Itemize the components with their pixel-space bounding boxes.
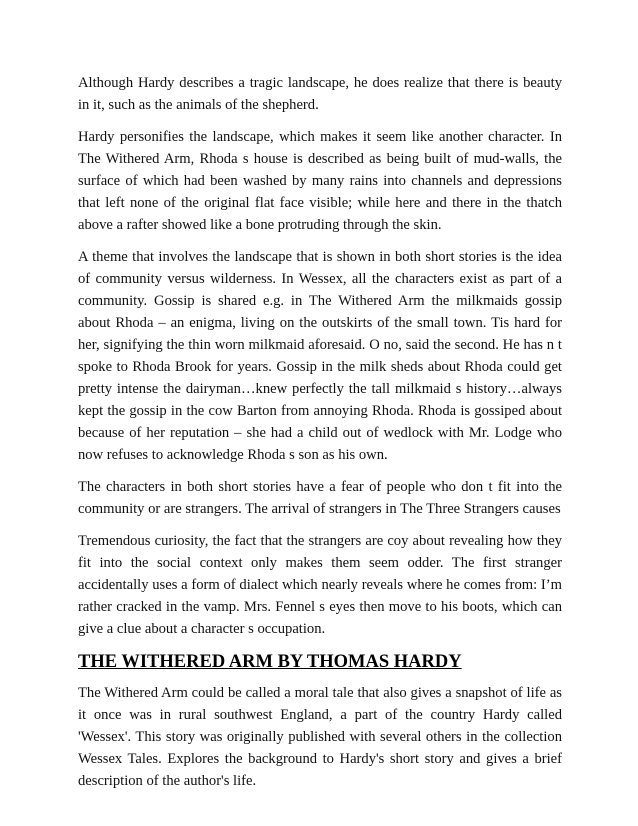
paragraph-strangers: The characters in both short stories have a fear of people who don t fit into the community or are strangers. The arrival of strangers in The Three Strangers causes — [78, 479, 562, 517]
document-page — [78, 72, 562, 802]
paragraph-personification: Hardy personifies the landscape, which makes it seem like another character. In The Withered Arm, Rhoda s house is described as being built of mud-walls, the surface of which had been washed by many rains into channels and depressions that left none of the original flat face visible; while here and there in the thatch above a rafter showed like a bone protruding through the skin. — [78, 129, 562, 233]
paragraph-community-theme: A theme that involves the landscape that is shown in both short stories is the idea of community versus wilderness. In Wessex, all the characters exist as part of a community. Gossip is shared e.g. in The Withered Arm the milkmaids gossip about Rhoda – an enigma, living on the outskirts of the small town. Tis hard for her, signifying the thin worn milkmaid aforesaid. O no, said the second. He has n t spoke to Rhoda Brook for years. Gossip in the milk sheds about Rhoda could get pretty intense the dairyman…knew perfectly the tall milkmaid s history…always kept the gossip in the cow Barton from annoying Rhoda. Rhoda is gossiped about because of her reputation – she had a child out of wedlock with Mr. Lodge who now refuses to acknowledge Rhoda s son as his own. — [78, 249, 562, 463]
paragraph-curiosity: Tremendous curiosity, the fact that the strangers are coy about revealing how they fit into the social context only makes them seem odder. The first stranger accidentally uses a form of dialect which nearly reveals where he comes from: I’m rather cracked in the vamp. Mrs. Fennel s eyes then move to his boots, which can give a clue about a character s occupation. — [78, 533, 562, 637]
section-heading: THE WITHERED ARM BY THOMAS HARDY — [78, 652, 462, 672]
paragraph-beauty: Although Hardy describes a tragic landscape, he does realize that there is beauty in it, such as the animals of the shepherd. — [78, 75, 562, 113]
paragraph-moral-tale: The Withered Arm could be called a moral tale that also gives a snapshot of life as it once was in rural southwest England, a part of the country Hardy called 'Wessex'. This story was originally published with several others in the collection Wessex Tales. Explores the background to Hardy's short story and gives a brief description of the author's life. — [78, 685, 562, 789]
